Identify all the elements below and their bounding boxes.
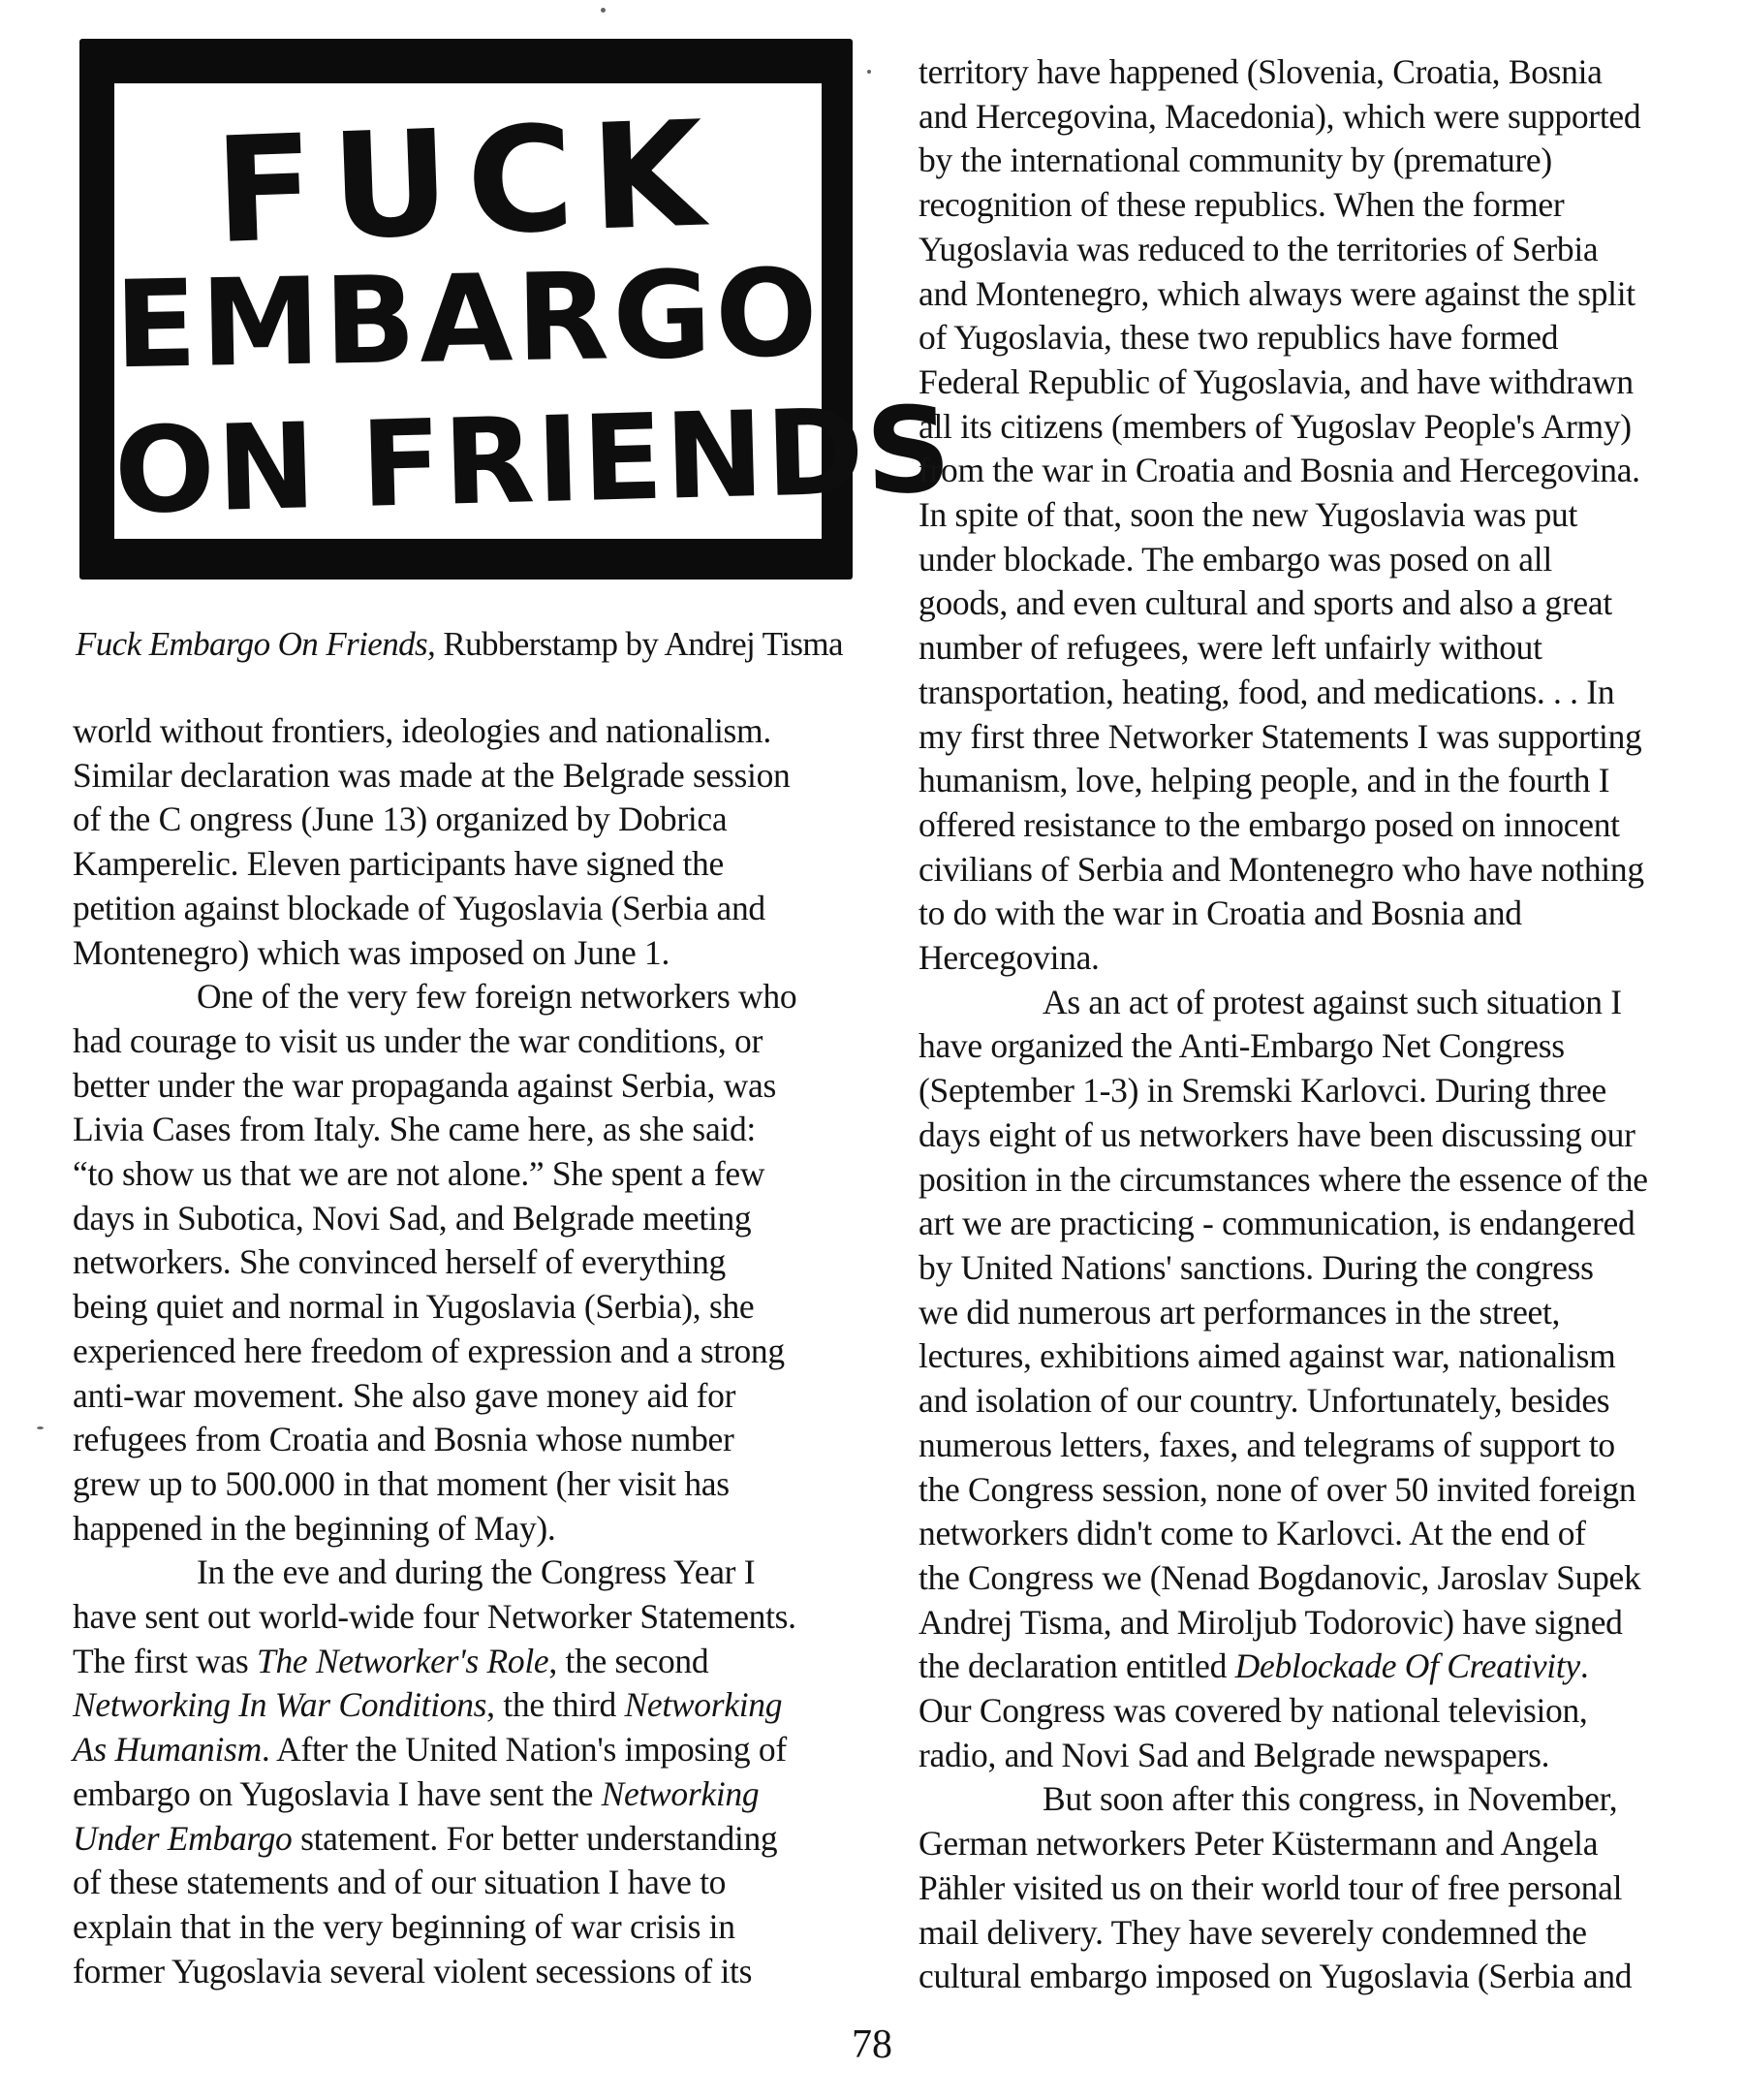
text-line: art we are practicing - communication, is endangered [919,1204,1635,1243]
text-line: networkers didn't come to Karlovci. At the end of [919,1514,1586,1553]
text-line: numerous letters, faxes, and telegrams of support to [919,1425,1615,1464]
text-fragment: . [1579,1646,1589,1686]
text-line: lectures, exhibitions aimed against war, nationalism [919,1336,1616,1376]
text-line: grew up to 500.000 in that moment (her visit has [73,1463,730,1503]
text-line [73,1640,877,1684]
text-line [73,1728,877,1772]
text-line: days in Subotica, Novi Sad, and Belgrade meeting [73,1198,752,1238]
stamp-text-line-2: EMBARGO [113,243,823,396]
text-line: had courage to visit us under the war conditions, or [73,1020,763,1060]
text-line: recognition of these republics. When the former [919,185,1565,225]
text-line: Kamperelic. Eleven participants have signed the [73,844,724,884]
paragraph [919,50,1723,981]
text-line: radio, and Novi Sad and Belgrade newspapers. [919,1735,1550,1774]
text-line: anti-war movement. She also gave money aid for [73,1375,736,1415]
text-fragment: . After the United Nation's imposing of [261,1730,787,1770]
text-line: In spite of that, soon the new Yugoslavia was put [919,495,1578,535]
stamp-text-line-3: ON FRIENDS [112,380,955,541]
text-line: all its citizens (members of Yugoslav People's Army) [919,406,1632,446]
caption-title: Fuck Embargo On Friends, [76,625,436,663]
text-line: refugees from Croatia and Bosnia whose number [73,1420,734,1459]
text-line [73,1683,877,1728]
text-line: by the international community by (premature) [919,141,1552,180]
print-speck [37,1426,44,1429]
text-line: happened in the beginning of May). [73,1508,556,1548]
text-fragment: , the third [486,1685,625,1725]
paragraph [73,1551,877,1993]
statement-title: Networking In War Conditions [73,1685,487,1725]
text-fragment: statement. For better understanding [292,1818,778,1858]
text-line: territory have happened (Slovenia, Croatia, Bosnia [919,52,1603,91]
text-line: better under the war propaganda against Serbia, was [73,1065,776,1105]
text-line: mail delivery. They have severely condemned the [919,1912,1587,1952]
text-line: Our Congress was covered by national television, [919,1691,1588,1731]
text-line: the Congress we (Nenad Bogdanovic, Jaroslav Supek [919,1557,1641,1597]
text-line: petition against blockade of Yugoslavia (Serbia and [73,888,765,927]
text-line: Livia Cases from Italy. She came here, as she said: [73,1110,756,1149]
text-fragment: embargo on Yugoslavia I have sent the [73,1773,602,1813]
text-line: One of the very few foreign networkers who [197,977,797,1017]
text-line: to do with the war in Croatia and Bosnia and [919,893,1522,933]
text-line: have sent out world-wide four Networker Statements. [73,1597,796,1637]
text-line: Montenegro) which was imposed on June 1. [73,932,670,972]
text-line: number of refugees, were left unfairly without [919,628,1542,668]
paragraph [73,709,877,975]
text-line [73,1772,877,1817]
text-line [919,1645,1723,1689]
text-line: “to show us that we are not alone.” She spent a few [73,1154,765,1194]
text-line: days eight of us networkers have been discussing our [919,1114,1635,1154]
rubberstamp-image [79,39,955,580]
paragraph [919,981,1723,1778]
text-line: transportation, heating, food, and medications. . . In [919,672,1615,711]
text-line: have organized the Anti-Embargo Net Congress [919,1026,1565,1066]
text-line: Andrej Tisma, and Miroljub Todorovic) have signed [919,1602,1623,1642]
paragraph [919,1777,1723,1999]
text-line: and Hercegovina, Macedonia), which were supported [919,96,1641,136]
text-line: civilians of Serbia and Montenegro who have nothing [919,849,1644,889]
text-line: But soon after this congress, in November, [1043,1779,1618,1819]
text-line: Yugoslavia was reduced to the territories of Serbia [919,229,1599,268]
text-line: explain that in the very beginning of war crisis in [73,1906,735,1946]
statement-title: As Humanism [73,1730,262,1770]
print-speck [867,70,871,74]
text-line: world without frontiers, ideologies and nationalism. [73,711,771,750]
text-line: As an act of protest against such situation I [1043,982,1622,1021]
text-line: networkers. She convinced herself of everything [73,1242,726,1282]
stamp-text-line-1: FUCK [211,89,725,277]
text-line: Pähler visited us on their world tour of free personal [919,1867,1623,1907]
text-line: and isolation of our country. Unfortunately, besides [919,1381,1610,1421]
text-line: by United Nations' sanctions. During the congress [919,1247,1594,1287]
rubberstamp-frame [112,83,955,541]
image-caption [76,625,843,664]
left-text-column [73,709,877,1993]
text-line: goods, and even cultural and sports and also a great [919,583,1612,623]
text-line: under blockade. The embargo was posed on all [919,539,1552,579]
text-line: Similar declaration was made at the Belgrade session [73,755,791,795]
text-line: Hercegovina. [919,938,1100,978]
text-line: my first three Networker Statements I was supporting [919,716,1642,756]
text-line: cultural embargo imposed on Yugoslavia (Serbia and [919,1957,1633,1996]
text-fragment: , the second [548,1641,709,1680]
text-line: humanism, love, helping people, and in the fourth I [919,761,1610,800]
text-line: of these statements and of our situation I have to [73,1863,727,1902]
text-fragment: The first was [73,1641,258,1680]
text-line: the Congress session, none of over 50 invited foreign [919,1469,1636,1509]
declaration-title: Deblockade Of Creativity [1234,1646,1580,1686]
print-speck [601,8,606,13]
text-line: In the eve and during the Congress Year I [197,1552,756,1592]
text-line: position in the circumstances where the essence of the [919,1159,1648,1199]
text-line: being quiet and normal in Yugoslavia (Serbia), she [73,1287,755,1327]
text-line: (September 1-3) in Sremski Karlovci. During three [919,1071,1606,1111]
paragraph [73,975,877,1551]
text-line: of Yugoslavia, these two republics have formed [919,318,1559,358]
page-number: 78 [852,2022,892,2067]
text-line: experienced here freedom of expression and a strong [73,1331,785,1370]
statement-title: Networking [601,1773,760,1813]
text-line: former Yugoslavia several violent secessions of its [73,1951,753,1990]
caption-credit: Rubberstamp by Andrej Tisma [435,625,843,663]
text-line: and Montenegro, which always were against the split [919,273,1635,313]
text-line: of the C ongress (June 13) organized by Dobrica [73,799,728,839]
text-fragment: the declaration entitled [919,1646,1235,1686]
right-text-column [919,50,1723,1999]
text-line: we did numerous art performances in the street, [919,1292,1561,1332]
text-line [73,1817,877,1862]
text-line: Federal Republic of Yugoslavia, and have withdrawn [919,361,1634,401]
statement-title: Networking [624,1685,783,1725]
text-line: offered resistance to the embargo posed on innocent [919,804,1620,844]
text-line: German networkers Peter Küstermann and Angela [919,1824,1599,1864]
statement-title: Under Embargo [73,1818,293,1858]
statement-title: The Networker's Role [257,1641,549,1680]
text-line: from the war in Croatia and Bosnia and Hercegovina. [919,451,1640,490]
